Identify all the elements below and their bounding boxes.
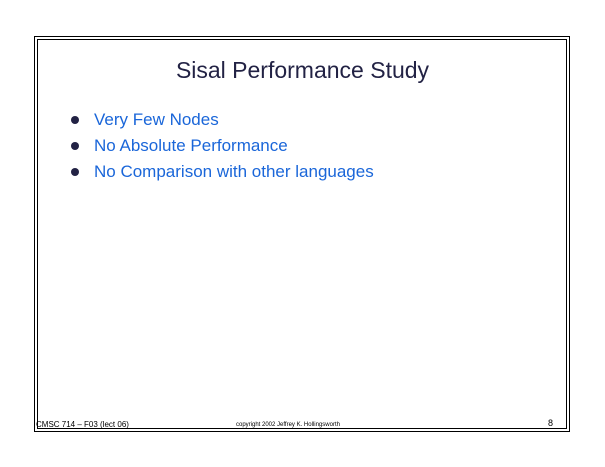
slide-frame <box>34 36 570 432</box>
bullet-text: No Absolute Performance <box>94 136 288 155</box>
bullet-dot-icon <box>71 116 79 124</box>
page-number: 8 <box>547 418 553 428</box>
bullet-text: No Comparison with other languages <box>94 162 374 181</box>
bullet-dot-icon <box>71 142 79 150</box>
slide-frame-inner <box>37 39 567 429</box>
bullet-dot-icon <box>71 168 79 176</box>
bullet-text: Very Few Nodes <box>94 110 219 129</box>
slide-title: Sisal Performance Study <box>175 57 430 83</box>
footer-copyright: copyright 2002 Jeffrey K. Hollingsworth <box>236 422 340 428</box>
footer-course-label: CMSC 714 – F03 (lect 06) <box>36 420 129 429</box>
